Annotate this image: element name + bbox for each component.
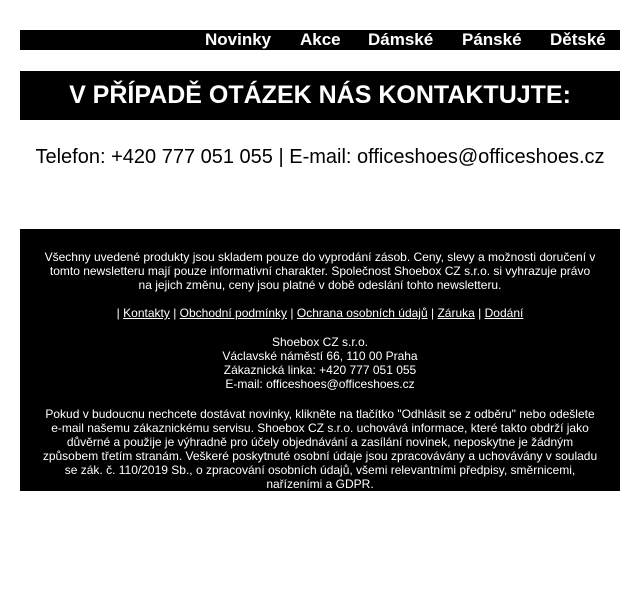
nav-item-akce[interactable]: Akce — [300, 30, 341, 49]
phone-label: Telefon: — [35, 146, 106, 168]
contact-banner — [20, 71, 620, 120]
email-label: E-mail: — [289, 146, 352, 168]
link-separator: | — [478, 306, 482, 320]
company-address: Václavské náměstí 66, 110 00 Praha — [222, 349, 418, 363]
contact-line — [20, 145, 620, 169]
footer-link-obchodni-podminky[interactable]: Obchodní podmínky — [179, 306, 288, 320]
link-separator: | — [290, 306, 294, 320]
footer-links — [20, 306, 620, 320]
contact-heading: V PŘÍPADĚ OTÁZEK NÁS KONTAKTUJTE: — [69, 81, 571, 109]
nav-item-detske[interactable]: Dětské — [550, 30, 606, 49]
footer-disclaimer: Všechny uvedené produkty jsou skladem pouze do vyprodání zásob. Ceny, slevy a možnosti doručení v tomto newsletteru mají pouze informativní charakter. Společnost Shoebox CZ s.r.o. si vyhrazuje právo na jejich změnu, ceny jsou platné v době odeslání tohto newsletteru. — [44, 250, 596, 292]
top-navigation — [20, 30, 620, 50]
company-email: E-mail: officeshoes@officeshoes.cz — [225, 377, 415, 391]
footer-link-kontakty[interactable]: Kontakty — [123, 306, 170, 320]
company-hotline: Zákaznická linka: +420 777 051 055 — [223, 363, 417, 377]
nav-item-panske[interactable]: Pánské — [462, 30, 522, 49]
contact-separator: | — [278, 146, 284, 168]
footer-link-zaruka[interactable]: Záruka — [437, 306, 475, 320]
nav-item-novinky[interactable]: Novinky — [205, 30, 272, 49]
company-name: Shoebox CZ s.r.o. — [271, 335, 369, 349]
link-separator: | — [173, 306, 177, 320]
footer-link-dodani[interactable]: Dodání — [484, 306, 524, 320]
footer-link-ochrana-udaju[interactable]: Ochrana osobních údajů — [296, 306, 428, 320]
email-link[interactable]: officeshoes@officeshoes.cz — [357, 146, 605, 168]
company-info — [20, 335, 620, 391]
phone-link[interactable]: +420 777 051 055 — [111, 146, 273, 168]
footer — [20, 229, 620, 491]
unsubscribe-notice: Pokud v budoucnu nechcete dostávat novinky, klikněte na tlačítko "Odhlásit se z odběru" nebo odešlete e-mail našemu zákaznickému servisu. Shoebox CZ s.r.o. uchovává informace, které takto obdrží jako důvěrné a použije je výhradně pro účely objednávání a zasílání novinek, neposkytne je žádným způsobem třetím stranám. Veškeré poskytnuté osobní údaje jsou zpracovávány a uchovávány v souladu se zák. č. 110/2019 Sb., o zpracování osobních údajů, všemi relevantními předpisy, směrnicemi, nařízeními a GDPR. — [42, 407, 598, 491]
nav-item-damske[interactable]: Dámské — [368, 30, 434, 49]
link-separator: | — [116, 306, 120, 320]
link-separator: | — [430, 306, 435, 320]
